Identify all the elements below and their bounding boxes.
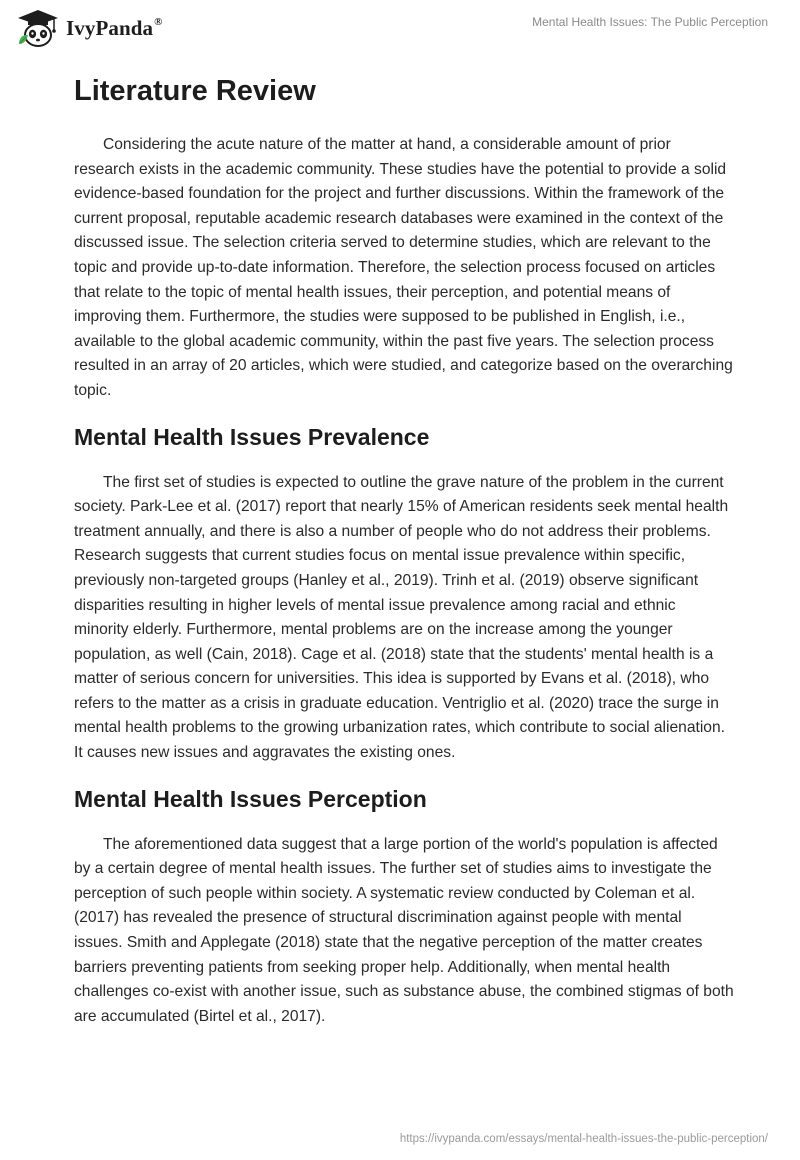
section-heading-prevalence: Mental Health Issues Prevalence [74, 423, 430, 450]
ivypanda-logo[interactable] [16, 8, 163, 48]
paragraph-literature-review: Considering the acute nature of the matter at hand, a considerable amount of prior research exists in the academic community. These studies have the potential to provide a solid evidence-based foundation for the project and further discussions. Within the framework of the current proposal, reputable academic research databases were examined in the context of the discussed issue. The selection criteria served to determine studies, which are relevant to the topic and provide up-to-date information. Therefore, the selection process focused on articles that relate to the topic of mental health issues, their perception, and potential means of improving them. Furthermore, the studies were supposed to be published in English, i.e., available to the global academic community, within the past five years. The selection process resulted in an array of 20 articles, which were studied, and categorize based on the overarching topic. [74, 136, 733, 399]
running-title: Mental Health Issues: The Public Perception [532, 15, 768, 29]
paragraph-prevalence: The first set of studies is expected to outline the grave nature of the problem in the current society. Park-Lee et al. (2017) report that nearly 15% of American residents seek mental health treatment annually, and there is also a number of people who do not address their problems. Research suggests that current studies focus on mental issue prevalence within specific, previously non-targeted groups (Hanley et al., 2019). Trinh et al. (2019) observe significant disparities resulting in higher levels of mental issue prevalence among racial and ethnic minority elderly. Furthermore, mental problems are on the increase among the younger population, as well (Cain, 2018). Cage et al. (2018) state that the students' mental health is a matter of serious concern for universities. This idea is supported by Evans et al. (2018), who refers to the matter as a crisis in graduate education. Ventriglio et al. (2020) trace the surge in mental health problems to the growing urbanization rates, which contribute to social alienation. It causes new issues and aggravates the existing ones. [74, 473, 729, 762]
section-heading-literature-review: Literature Review [74, 75, 316, 107]
panda-graduate-icon [16, 8, 60, 48]
article-body [74, 72, 734, 1029]
registered-mark: ® [154, 15, 163, 28]
brand-name: IvyPanda® [66, 15, 163, 40]
section-heading-perception: Mental Health Issues Perception [74, 785, 427, 812]
page-header [0, 0, 800, 60]
paragraph-perception: The aforementioned data suggest that a large portion of the world's population is affected by a certain degree of mental health issues. The further set of studies aims to investigate the perception of such people within society. A systematic review conducted by Coleman et al. (2017) has revealed the presence of structural discrimination against people with mental issues. Smith and Applegate (2018) state that the negative perception of the matter creates barriers preventing patients from seeking proper help. Additionally, when mental health challenges co-exist with another issue, such as substance abuse, the combined stigmas of both are accumulated (Birtel et al., 2017). [74, 835, 734, 1025]
source-url[interactable]: https://ivypanda.com/essays/mental-health-issues-the-public-perception/ [399, 1133, 768, 1145]
